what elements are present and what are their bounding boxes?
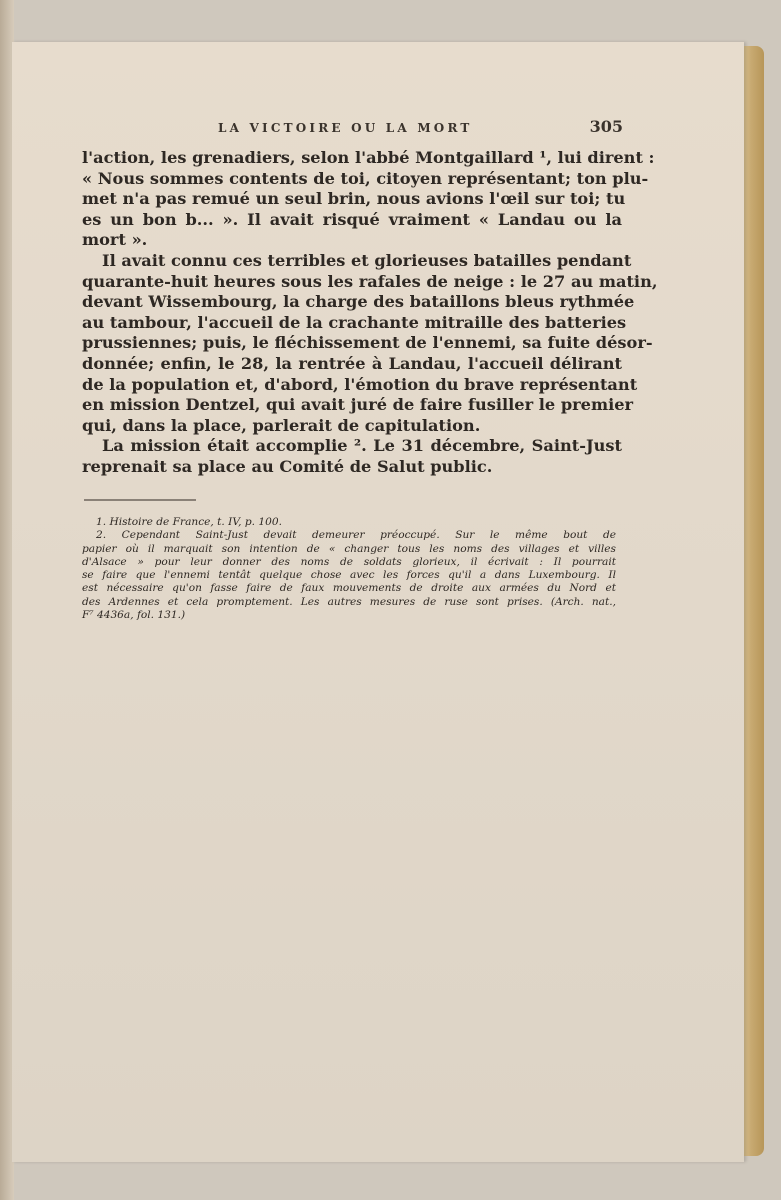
text-line: « Nous sommes contents de toi, citoyen représentant; ton plu- xyxy=(82,168,649,188)
paragraph xyxy=(82,436,622,477)
text-line: La mission était accomplie ². Le 31 décembre, Saint-Just xyxy=(102,436,622,456)
text-line: es un bon b... ». Il avait risqué vraiment « Landau ou la xyxy=(82,209,622,229)
footnote-2 xyxy=(82,529,616,622)
text-line: prussiennes; puis, le fléchissement de l'ennemi, sa fuite désor- xyxy=(82,333,653,353)
footnote-line: 1. Histoire de France, t. IV, p. 100. xyxy=(96,516,282,528)
footnote-line: d'Alsace » pour leur donner des noms de soldats glorieux, il écrivait : Il pourrait xyxy=(82,555,616,568)
footnote-line: papier où il marquait son intention de « changer tous les noms des villages et villes xyxy=(82,542,616,555)
footnote-line: 2. Cependant Saint-Just devait demeurer préoccupé. Sur le même bout de xyxy=(96,529,616,542)
footnote-line: des Ardennes et cela promptement. Les autres mesures de ruse sont prises. (Arch. nat., xyxy=(82,595,616,608)
paragraph xyxy=(82,250,658,436)
footnote-rule xyxy=(84,499,196,501)
text-line: qui, dans la place, parlerait de capitulation. xyxy=(82,415,481,435)
footnote-1 xyxy=(82,516,616,529)
running-head-title: LA VICTOIRE OU LA MORT xyxy=(218,121,473,135)
text-line: reprenait sa place au Comité de Salut public. xyxy=(82,456,493,476)
text-line: au tambour, l'accueil de la crachante mitraille des batteries xyxy=(82,312,627,332)
page-number: 305 xyxy=(589,117,623,136)
footnote-line: F⁷ 4436a, fol. 131.) xyxy=(82,609,186,622)
footnotes xyxy=(82,516,616,622)
paragraph xyxy=(82,148,655,251)
text-line: mort ». xyxy=(82,230,148,250)
body-text xyxy=(82,148,658,478)
text-line: de la population et, d'abord, l'émotion du brave représentant xyxy=(82,374,638,394)
footnote-line: se faire que l'ennemi tentât quelque chose avec les forces qu'il a dans Luxembourg. Il xyxy=(82,569,616,582)
text-line: quarante-huit heures sous les rafales de neige : le 27 au matin, xyxy=(82,271,658,291)
footnote-line: est nécessaire qu'on fasse faire de faux mouvements de droite aux armées du Nord et xyxy=(82,582,616,595)
text-line: en mission Dentzel, qui avait juré de faire fusiller le premier xyxy=(82,395,634,415)
text-line: devant Wissembourg, la charge des bataillons bleus rythmée xyxy=(82,292,635,312)
text-line: donnée; enfin, le 28, la rentrée à Landau, l'accueil délirant xyxy=(82,353,622,373)
running-head xyxy=(218,117,623,139)
text-line: met n'a pas remué un seul brin, nous avions l'œil sur toi; tu xyxy=(82,189,626,209)
text-line: Il avait connu ces terribles et glorieuses batailles pendant xyxy=(102,250,632,270)
text-line: l'action, les grenadiers, selon l'abbé Montgaillard ¹, lui dirent : xyxy=(82,148,655,167)
